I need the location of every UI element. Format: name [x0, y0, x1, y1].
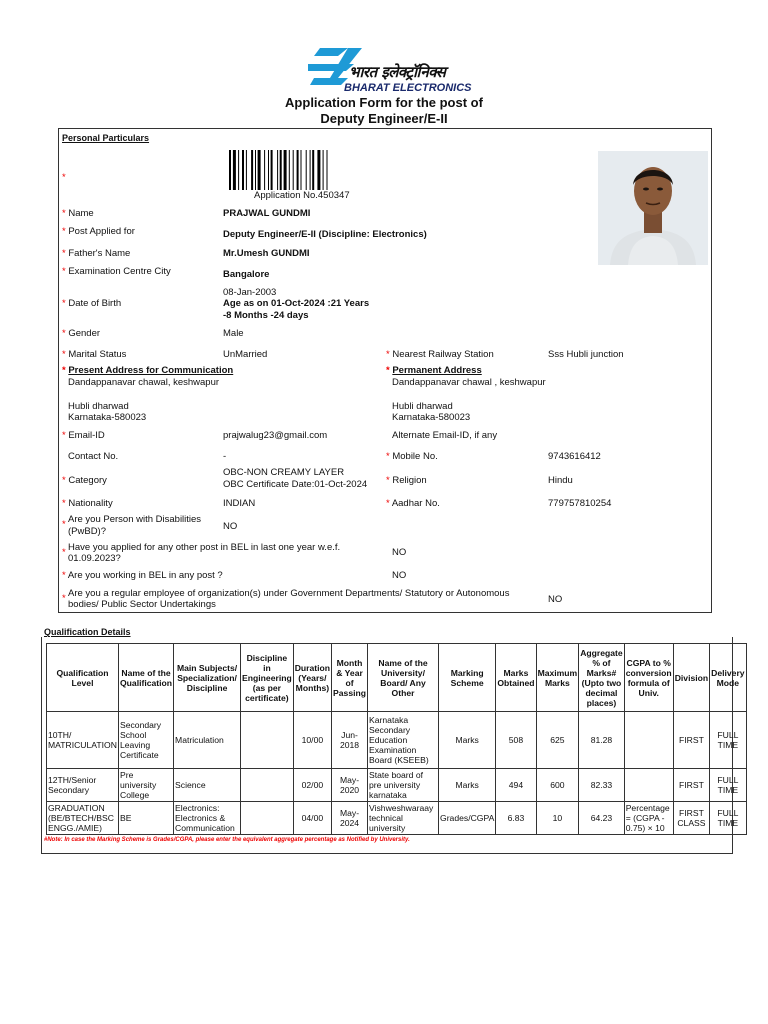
- contact-value: -: [223, 451, 227, 462]
- aadhar-value: 779757810254: [548, 498, 612, 509]
- personal-section-title: Personal Particulars: [62, 133, 150, 143]
- applicant-photo: [598, 151, 708, 265]
- table-cell: 10TH/ MATRICULATION: [47, 712, 119, 769]
- category-label: * Category: [62, 475, 107, 486]
- table-cell: Grades/CGPA: [439, 802, 496, 835]
- table-cell: 508: [496, 712, 536, 769]
- table-cell: [624, 769, 673, 802]
- column-header: Maximum Marks: [536, 644, 579, 712]
- application-number: Application No.450347: [254, 190, 350, 201]
- table-cell: Matriculation: [174, 712, 241, 769]
- category-value: OBC-NON CREAMY LAYER: [223, 467, 345, 478]
- exam-centre-value: Bangalore: [223, 269, 270, 280]
- dob-label: * Date of Birth: [62, 298, 122, 309]
- table-cell: FULL TIME: [710, 712, 746, 769]
- pwbd-label-line-2: (PwBD)?: [68, 526, 107, 537]
- mobile-label: * Mobile No.: [386, 451, 438, 462]
- applied-before-label-line-2: 01.09.2023?: [68, 553, 121, 564]
- barcode-image: [227, 150, 387, 192]
- table-cell: May- 2020: [332, 769, 368, 802]
- email-label: * Email-ID: [62, 430, 105, 441]
- contact-label: Contact No.: [68, 451, 119, 462]
- religion-label: * Religion: [386, 475, 427, 486]
- nationality-label: * Nationality: [62, 498, 113, 509]
- religion-value: Hindu: [548, 475, 573, 486]
- table-cell: Percentage = (CGPA - 0.75) × 10: [624, 802, 673, 835]
- column-header: Main Subjects/ Specialization/ Discipline: [174, 644, 241, 712]
- age-line-2: -8 Months -24 days: [223, 310, 309, 321]
- marking-scheme-note: #Note: In case the Marking Scheme is Grades/CGPA, please enter the equivalent aggregate percentage as Notified by University.: [44, 837, 410, 843]
- table-row: [47, 769, 747, 802]
- table-row: [47, 712, 747, 769]
- table-cell: Secondary School Leaving Certificate: [119, 712, 174, 769]
- table-cell: 625: [536, 712, 579, 769]
- category-certificate-date: OBC Certificate Date:01-Oct-2024: [223, 479, 368, 490]
- column-header: Division: [673, 644, 709, 712]
- nationality-value: INDIAN: [223, 498, 256, 509]
- aadhar-label: * Aadhar No.: [386, 498, 440, 509]
- father-name-label: * Father's Name: [62, 248, 131, 259]
- qualification-table: [46, 643, 747, 835]
- page-title: [0, 95, 768, 127]
- title-line-2: Deputy Engineer/E-II: [320, 111, 448, 126]
- column-header: Qualification Level: [47, 644, 119, 712]
- required-marker: *: [62, 519, 66, 530]
- table-cell: May- 2024: [332, 802, 368, 835]
- table-cell: Science: [174, 769, 241, 802]
- applied-before-label-line-1: Have you applied for any other post in BEL in last one year w.e.f.: [68, 542, 341, 553]
- table-cell: 81.28: [579, 712, 625, 769]
- gender-label: * Gender: [62, 328, 101, 339]
- present-address-line-1: Dandappanavar chawal, keshwapur: [68, 377, 220, 388]
- table-cell: [241, 712, 294, 769]
- table-cell: Marks: [439, 769, 496, 802]
- required-marker: *: [62, 547, 66, 558]
- railway-station-value: Sss Hubli junction: [548, 349, 624, 360]
- dob-value: 08-Jan-2003: [223, 287, 277, 298]
- marital-status-label: * Marital Status: [62, 349, 127, 360]
- present-address-label: * Present Address for Communication: [62, 365, 234, 376]
- table-cell: 64.23: [579, 802, 625, 835]
- father-name-value: Mr.Umesh GUNDMI: [223, 248, 310, 259]
- table-cell: 494: [496, 769, 536, 802]
- qualification-section-title: Qualification Details: [44, 627, 131, 637]
- table-cell: Electronics: Electronics & Communication: [174, 802, 241, 835]
- permanent-address-line-4: Karnataka-580023: [392, 412, 471, 423]
- table-cell: GRADUATION (BE/BTECH/BSC ENGG./AMIE): [47, 802, 119, 835]
- table-cell: FULL TIME: [710, 802, 746, 835]
- column-header: Name of the University/ Board/ Any Other: [368, 644, 439, 712]
- govt-employee-label-line-2: bodies/ Public Sector Undertakings: [68, 599, 216, 610]
- permanent-address-line-1: Dandappanavar chawal , keshwapur: [392, 377, 546, 388]
- table-cell: 04/00: [293, 802, 331, 835]
- govt-employee-value: NO: [548, 594, 563, 605]
- table-cell: [241, 769, 294, 802]
- table-cell: FIRST: [673, 769, 709, 802]
- required-marker: *: [62, 172, 66, 183]
- table-cell: Marks: [439, 712, 496, 769]
- table-cell: 600: [536, 769, 579, 802]
- table-row: [47, 802, 747, 835]
- table-cell: [241, 802, 294, 835]
- table-cell: 82.33: [579, 769, 625, 802]
- permanent-address-label: * Permanent Address: [386, 365, 482, 376]
- name-label: * Name: [62, 208, 94, 219]
- column-header: Marking Scheme: [439, 644, 496, 712]
- railway-station-label: * Nearest Railway Station: [386, 349, 494, 360]
- post-label: * Post Applied for: [62, 226, 135, 237]
- alt-email-label: Alternate Email-ID, if any: [392, 430, 498, 441]
- exam-centre-label: * Examination Centre City: [62, 266, 171, 277]
- column-header: Aggregate % of Marks# (Upto two decimal places): [579, 644, 625, 712]
- table-cell: FIRST CLASS: [673, 802, 709, 835]
- pwbd-label-line-1: Are you Person with Disabilities: [68, 514, 202, 525]
- column-header: Delivery Mode: [710, 644, 746, 712]
- logo-english-text: BHARAT ELECTRONICS: [344, 82, 472, 94]
- table-cell: 6.83: [496, 802, 536, 835]
- permanent-address-line-3: Hubli dharwad: [392, 401, 453, 412]
- email-value: prajwalug23@gmail.com: [223, 430, 328, 441]
- present-address-line-4: Karnataka-580023: [68, 412, 147, 423]
- table-cell: Jun- 2018: [332, 712, 368, 769]
- govt-employee-label-line-1: Are you a regular employee of organization(s) under Government Departments/ Statutory or Autonomous: [68, 588, 510, 599]
- table-cell: Pre university College: [119, 769, 174, 802]
- table-header-row: [47, 644, 747, 712]
- table-cell: 10: [536, 802, 579, 835]
- name-value: PRAJWAL GUNDMI: [223, 208, 311, 219]
- age-line-1: Age as on 01-Oct-2024 :21 Years: [223, 298, 370, 309]
- column-header: Discipline in Engineering (as per certificate): [241, 644, 294, 712]
- required-marker: *: [62, 593, 66, 604]
- table-cell: BE: [119, 802, 174, 835]
- logo-hindi-text: भारत इलेक्ट्रॉनिक्स: [349, 63, 446, 81]
- applied-before-value: NO: [392, 547, 407, 558]
- working-in-bel-value: NO: [392, 570, 407, 581]
- table-cell: FULL TIME: [710, 769, 746, 802]
- column-header: Duration (Years/ Months): [293, 644, 331, 712]
- mobile-value: 9743616412: [548, 451, 601, 462]
- table-cell: [624, 712, 673, 769]
- pwbd-value: NO: [223, 521, 238, 532]
- working-in-bel-label: * Are you working in BEL in any post ?: [62, 570, 223, 581]
- table-cell: 02/00: [293, 769, 331, 802]
- present-address-line-3: Hubli dharwad: [68, 401, 129, 412]
- table-cell: 10/00: [293, 712, 331, 769]
- table-cell: State board of pre university karnataka: [368, 769, 439, 802]
- table-cell: FIRST: [673, 712, 709, 769]
- marital-status-value: UnMarried: [223, 349, 268, 360]
- title-line-1: Application Form for the post of: [285, 95, 483, 110]
- column-header: Name of the Qualification: [119, 644, 174, 712]
- column-header: Month & Year of Passing: [332, 644, 368, 712]
- table-cell: Karnataka Secondary Education Examination Board (KSEEB): [368, 712, 439, 769]
- gender-value: Male: [223, 328, 244, 339]
- table-cell: Vishweshwaraay technical university: [368, 802, 439, 835]
- column-header: CGPA to % conversion formula of Univ.: [624, 644, 673, 712]
- table-cell: 12TH/Senior Secondary: [47, 769, 119, 802]
- column-header: Marks Obtained: [496, 644, 536, 712]
- post-value: Deputy Engineer/E-II (Discipline: Electronics): [223, 229, 427, 240]
